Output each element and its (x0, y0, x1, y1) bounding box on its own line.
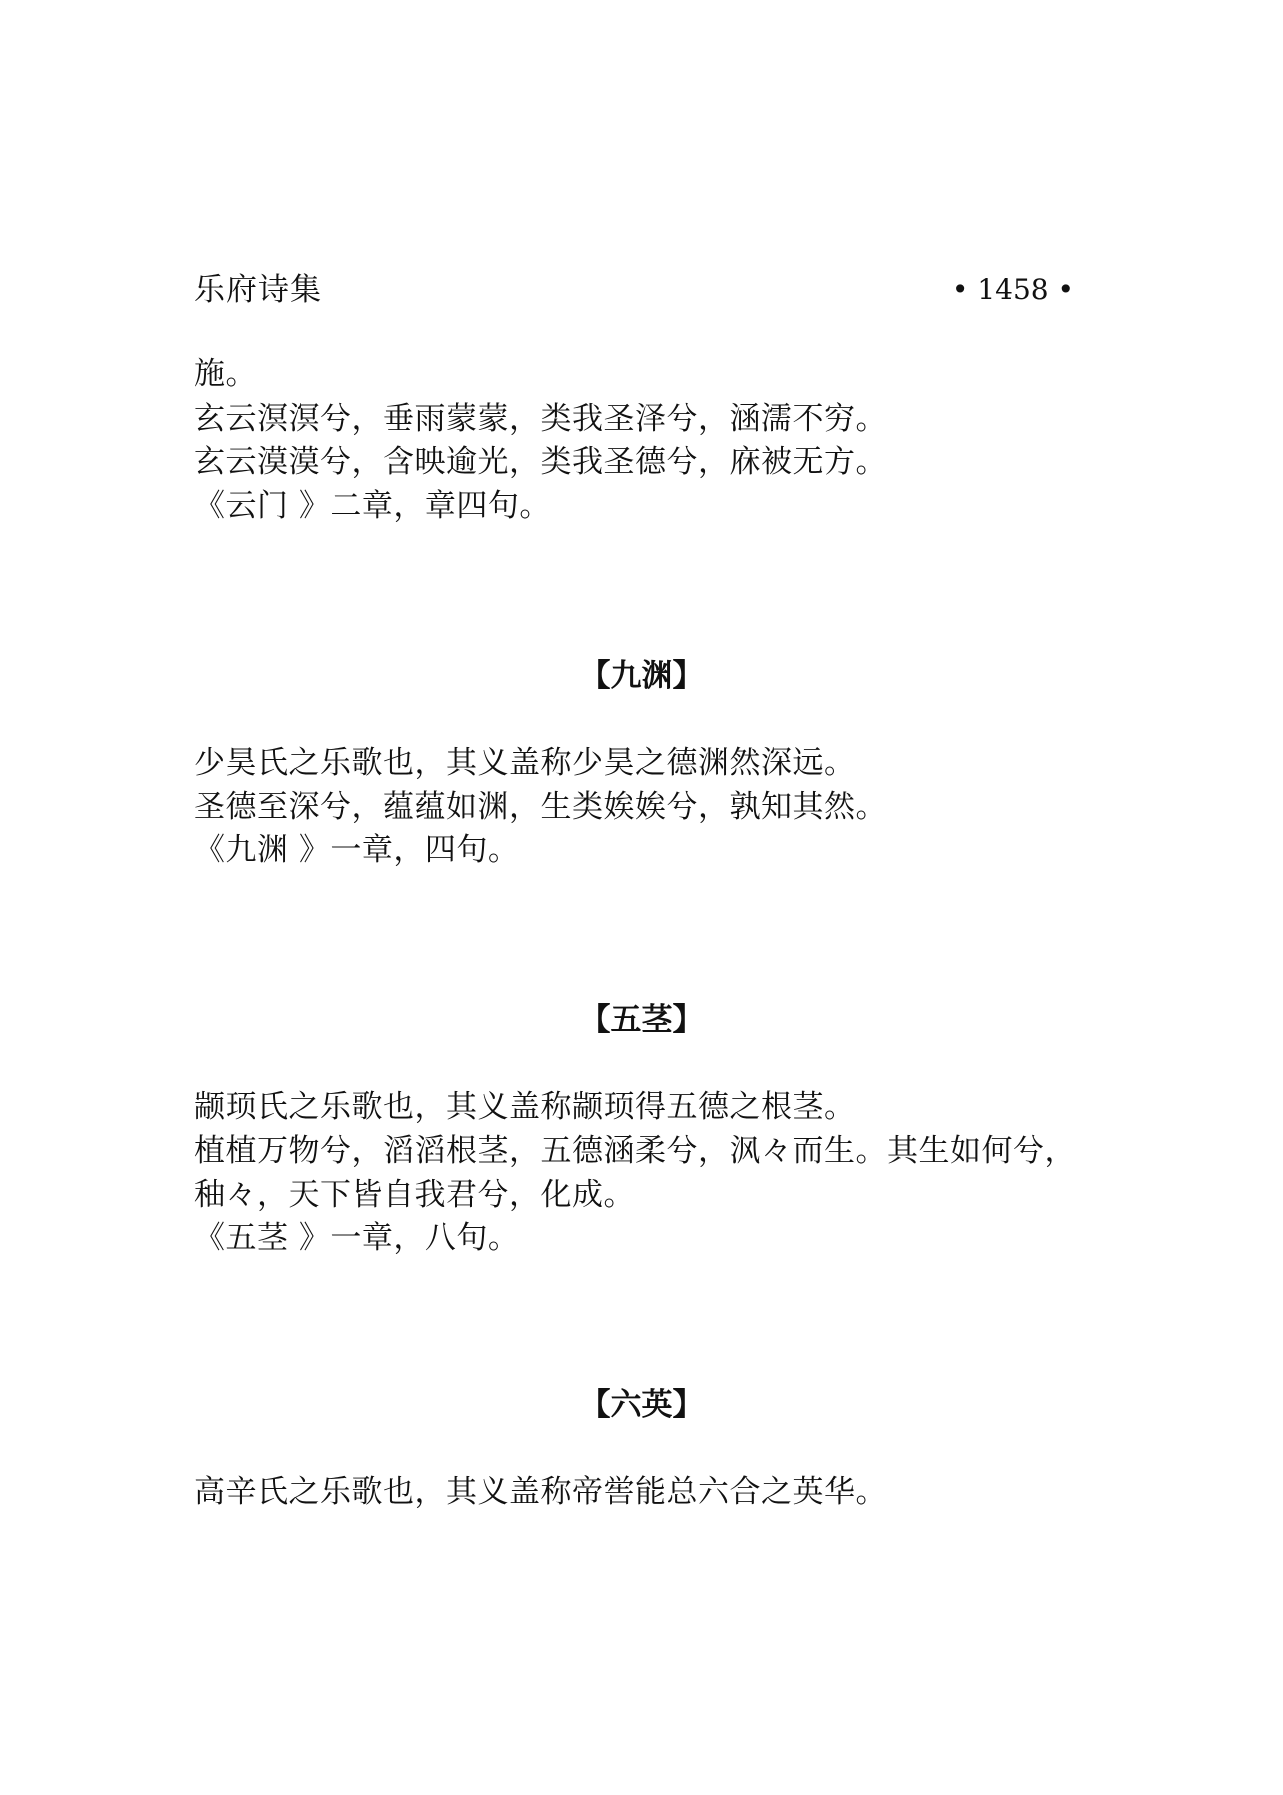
page-header (194, 268, 1074, 312)
section-line: 植植万物兮，滔滔根茎，五德涵柔兮，沨々而生。其生如何兮， (194, 1133, 1076, 1169)
section-line: 秞々，天下皆自我君兮，化成。 (194, 1177, 635, 1213)
section-line: 《九渊 》一章，四句。 (194, 832, 520, 868)
section-line: 高辛氏之乐歌也，其义盖称帝喾能总六合之英华。 (194, 1474, 887, 1510)
continuation-line: 《云门 》二章，章四句。 (194, 488, 551, 524)
continuation-line: 玄云漠漠兮，含映逾光，类我圣德兮，庥被无方。 (194, 444, 887, 480)
section-title: 【五茎】 (579, 1002, 704, 1038)
section-line: 《五茎 》一章，八句。 (194, 1220, 520, 1256)
book-title: 乐府诗集 (194, 272, 322, 308)
section-title: 【六英】 (579, 1387, 704, 1423)
page-number: • 1458 • (951, 273, 1074, 306)
section-line: 颛顼氏之乐歌也，其义盖称颛顼得五德之根茎。 (194, 1089, 856, 1125)
continuation-line: 施。 (194, 356, 257, 392)
section-title: 【九渊】 (579, 658, 704, 694)
section-line: 少昊氏之乐歌也，其义盖称少昊之德渊然深远。 (194, 745, 856, 781)
section-line: 圣德至深兮，蕴蕴如渊，生类娭娭兮，孰知其然。 (194, 789, 887, 825)
continuation-line: 玄云溟溟兮，垂雨蒙蒙，类我圣泽兮，涵濡不穷。 (194, 401, 887, 437)
